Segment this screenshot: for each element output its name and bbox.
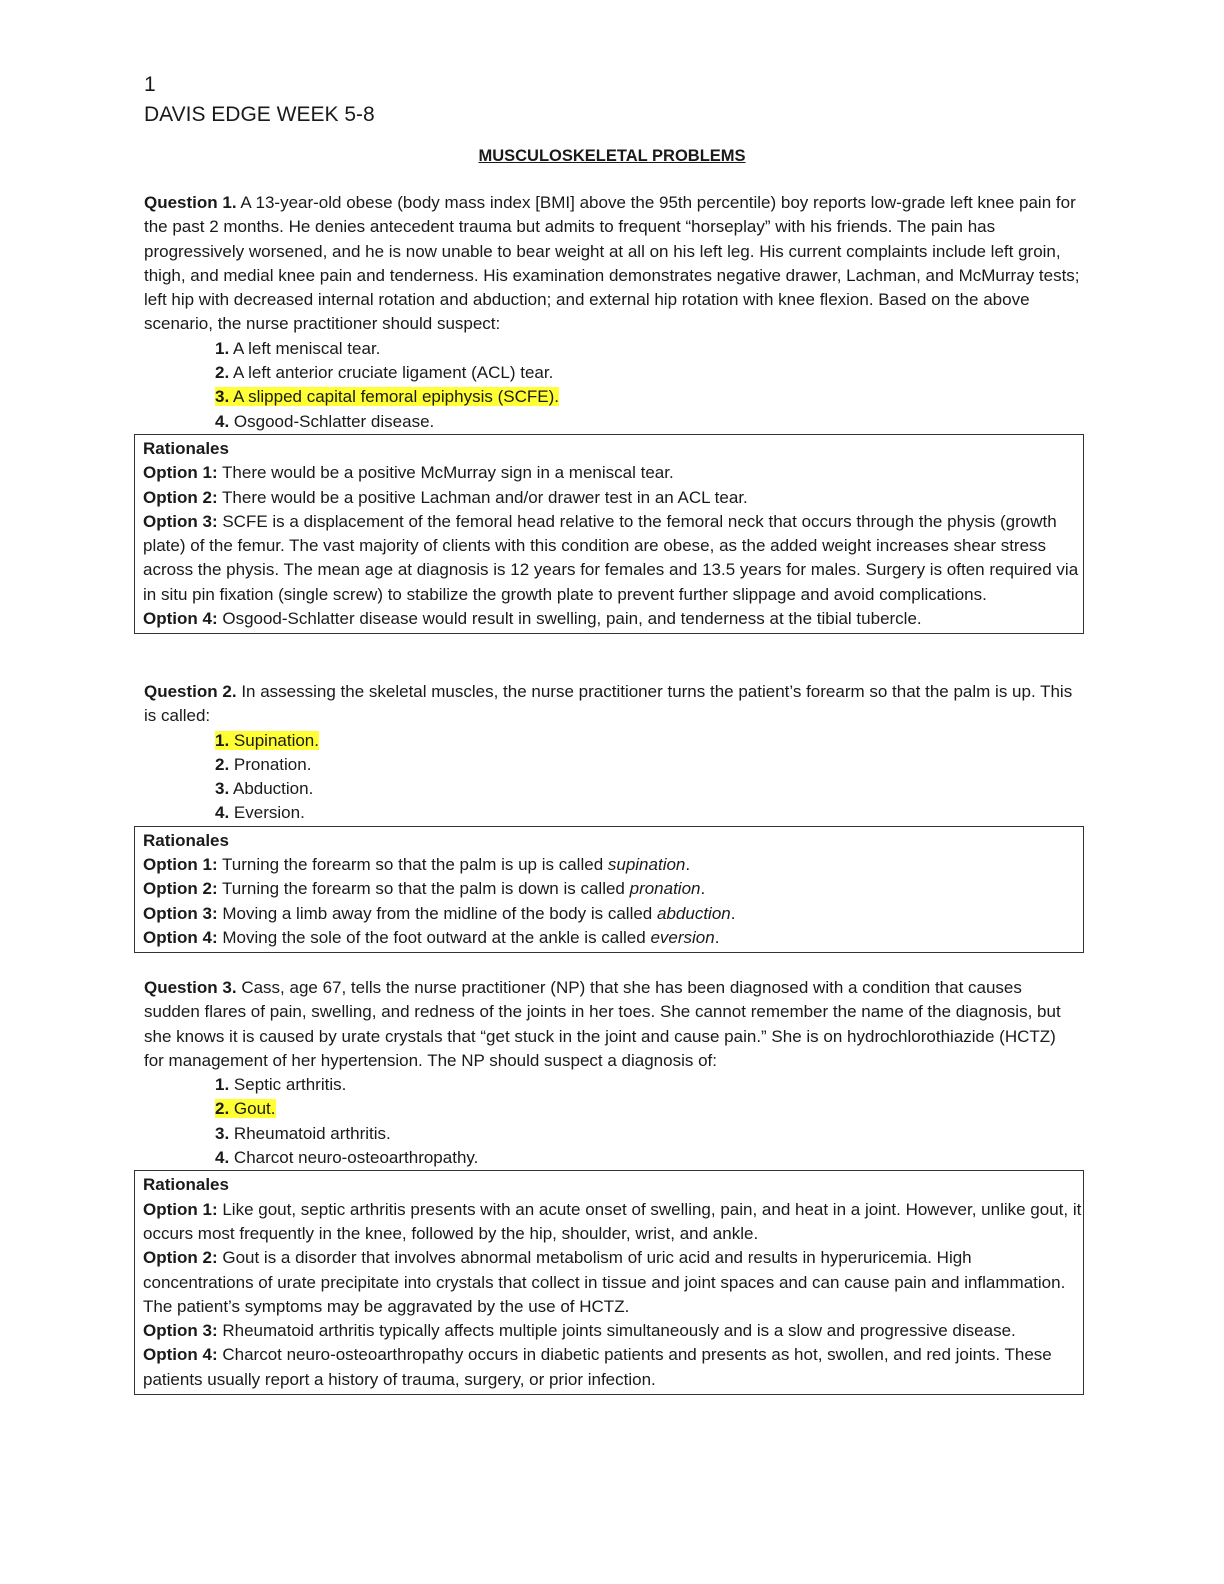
rationale-text: Turning the forearm so that the palm is up is called <box>222 855 608 875</box>
rationales-heading: Rationales <box>143 438 229 458</box>
answer-options <box>0 729 1224 826</box>
option-text: A slipped capital femoral epiphysis (SCFE). <box>232 387 559 407</box>
option-number: 3. <box>215 779 230 799</box>
answer-options <box>0 1073 1224 1170</box>
answer-option <box>215 1122 1224 1146</box>
option-number: 4. <box>215 411 230 431</box>
answer-option <box>215 777 1224 801</box>
rationale-item <box>143 1198 1083 1247</box>
option-number: 3. <box>215 1123 230 1143</box>
rationales-box <box>134 1170 1084 1395</box>
question-text: In assessing the skeletal muscles, the nurse practitioner turns the patient’s forearm so that the palm is up. This is called: <box>144 682 1073 726</box>
rationale-label: Option 4: <box>143 1345 218 1365</box>
rationale-item <box>143 1343 1083 1392</box>
option-text: Osgood-Schlatter disease. <box>233 411 435 431</box>
page-number: 1 <box>144 73 156 96</box>
correct-answer-highlight <box>215 1099 276 1118</box>
document-title: DAVIS EDGE WEEK 5-8 <box>144 103 375 126</box>
option-text: Charcot neuro-osteoarthropathy. <box>233 1148 479 1168</box>
answer-option-correct <box>215 729 1224 753</box>
rationale-item <box>143 853 1083 877</box>
rationale-label: Option 1: <box>143 463 218 483</box>
rationale-item <box>143 510 1083 607</box>
rationale-label: Option 3: <box>143 903 218 923</box>
question-block-2 <box>0 680 1224 953</box>
option-number: 4. <box>215 1148 230 1168</box>
rationale-item <box>143 1246 1083 1319</box>
rationale-item <box>143 486 1083 510</box>
option-text: A left meniscal tear. <box>232 338 381 358</box>
rationale-label: Option 2: <box>143 1248 218 1268</box>
rationale-text: Charcot neuro-osteoarthropathy occurs in diabetic patients and presents as hot, swollen, and red joints. These patients usually report a history of trauma, surgery, or prior infection. <box>143 1345 1052 1389</box>
rationales-box <box>134 434 1084 634</box>
answer-option <box>215 1073 1224 1097</box>
answer-option <box>215 753 1224 777</box>
rationale-item <box>143 461 1083 485</box>
option-number: 1. <box>215 1075 230 1095</box>
option-text: Gout. <box>233 1099 276 1119</box>
rationale-text: Osgood-Schlatter disease would result in swelling, pain, and tenderness at the tibial tubercle. <box>222 609 922 629</box>
answer-option <box>215 801 1224 825</box>
rationale-text: Rheumatoid arthritis typically affects multiple joints simultaneously and is a slow and progressive disease. <box>222 1321 1016 1341</box>
rationale-label: Option 2: <box>143 487 218 507</box>
rationales-heading: Rationales <box>143 1175 229 1195</box>
rationale-term: supination <box>607 855 686 875</box>
option-text: A left anterior cruciate ligament (ACL) tear. <box>232 363 554 383</box>
answer-option <box>215 410 1224 434</box>
question-label: Question 1. <box>144 193 237 212</box>
question-stem <box>144 976 1080 1073</box>
question-stem <box>144 191 1080 337</box>
rationale-item <box>143 877 1083 901</box>
option-text: Supination. <box>233 730 319 750</box>
rationale-text: There would be a positive McMurray sign in a meniscal tear. <box>222 463 674 483</box>
rationale-term: pronation <box>629 879 701 899</box>
rationale-item <box>143 926 1083 950</box>
rationale-item <box>143 607 1083 631</box>
rationales-heading: Rationales <box>143 830 229 850</box>
option-number: 2. <box>215 754 230 774</box>
rationale-text: Like gout, septic arthritis presents with an acute onset of swelling, pain, and heat in a joint. However, unlike gout, it occurs most frequently in the knee, followed by the hip, shoulder, wrist, and ankle. <box>143 1199 1082 1243</box>
question-label: Question 2. <box>144 682 237 701</box>
answer-option-correct <box>215 385 1224 409</box>
correct-answer-highlight <box>215 731 319 750</box>
rationale-label: Option 4: <box>143 609 218 629</box>
rationale-end: . <box>730 903 736 923</box>
rationale-text: There would be a positive Lachman and/or drawer test in an ACL tear. <box>222 487 748 507</box>
option-number: 1. <box>215 730 230 750</box>
rationale-label: Option 4: <box>143 927 218 947</box>
rationale-end: . <box>700 879 706 899</box>
rationale-end: . <box>685 855 691 875</box>
option-text: Pronation. <box>233 754 312 774</box>
rationale-text: Turning the forearm so that the palm is down is called <box>222 879 630 899</box>
question-text: Cass, age 67, tells the nurse practitioner (NP) that she has been diagnosed with a condition that causes sudden flares of pain, swelling, and redness of the joints in her toes. She cannot remember the name of the diagnosis, but she knows it is caused by urate crystals that “get stuck in the joint and cause pain.” She is on hydrochlorothiazide (HCTZ) for management of her hypertension. The NP should suspect a diagnosis of: <box>144 978 1061 1070</box>
option-number: 4. <box>215 803 230 823</box>
rationale-label: Option 2: <box>143 879 218 899</box>
rationale-label: Option 3: <box>143 1321 218 1341</box>
rationale-label: Option 3: <box>143 511 218 531</box>
rationale-item <box>143 902 1083 926</box>
answer-option <box>215 337 1224 361</box>
option-text: Rheumatoid arthritis. <box>233 1123 391 1143</box>
option-number: 2. <box>215 1099 230 1119</box>
option-number: 3. <box>215 387 230 407</box>
option-number: 2. <box>215 363 230 383</box>
rationale-text: Moving a limb away from the midline of the body is called <box>222 903 657 923</box>
rationale-label: Option 1: <box>143 1199 218 1219</box>
question-stem <box>144 680 1080 729</box>
answer-option-correct <box>215 1097 1224 1121</box>
rationale-item <box>143 1319 1083 1343</box>
answer-options <box>0 337 1224 434</box>
answer-option <box>215 361 1224 385</box>
section-heading: MUSCULOSKELETAL PROBLEMS <box>478 147 746 165</box>
rationale-text: SCFE is a displacement of the femoral head relative to the femoral neck that occurs through the physis (growth plate) of the femur. The vast majority of clients with this condition are obese, as the added weight increases shear stress across the physis. The mean age at diagnosis is 12 years for females and 13.5 years for males. Surgery is often required via in situ pin fixation (single screw) to stabilize the growth plate to prevent further slippage and avoid complications. <box>143 511 1079 604</box>
rationale-label: Option 1: <box>143 855 218 875</box>
rationale-text: Gout is a disorder that involves abnormal metabolism of uric acid and results in hyperuricemia. High concentrations of urate precipitate into crystals that collect in tissue and joint spaces and can cause pain and inflammation. The patient’s symptoms may be aggravated by the use of HCTZ. <box>143 1248 1066 1316</box>
rationales-box <box>134 826 1084 953</box>
rationale-term: eversion <box>650 927 715 947</box>
rationale-text: Moving the sole of the foot outward at the ankle is called <box>222 927 651 947</box>
answer-option <box>215 1146 1224 1170</box>
option-text: Septic arthritis. <box>233 1075 347 1095</box>
option-text: Abduction. <box>232 779 314 799</box>
rationale-end: . <box>714 927 720 947</box>
rationale-term: abduction <box>657 903 731 923</box>
question-text: A 13-year-old obese (body mass index [BMI] above the 95th percentile) boy reports low-grade left knee pain for the past 2 months. He denies antecedent trauma but admits to frequent “horseplay” with his friends. The pain has progressively worsened, and he is now unable to bear weight at all on his left leg. His current complaints include left groin, thigh, and medial knee pain and tenderness. His examination demonstrates negative drawer, Lachman, and McMurray tests; left hip with decreased internal rotation and abduction; and external hip rotation with knee flexion. Based on the above scenario, the nurse practitioner should suspect: <box>144 193 1080 334</box>
question-block-1 <box>0 191 1224 634</box>
option-number: 1. <box>215 338 230 358</box>
question-block-3 <box>0 976 1224 1395</box>
question-label: Question 3. <box>144 978 237 997</box>
correct-answer-highlight <box>215 387 559 406</box>
option-text: Eversion. <box>233 803 305 823</box>
